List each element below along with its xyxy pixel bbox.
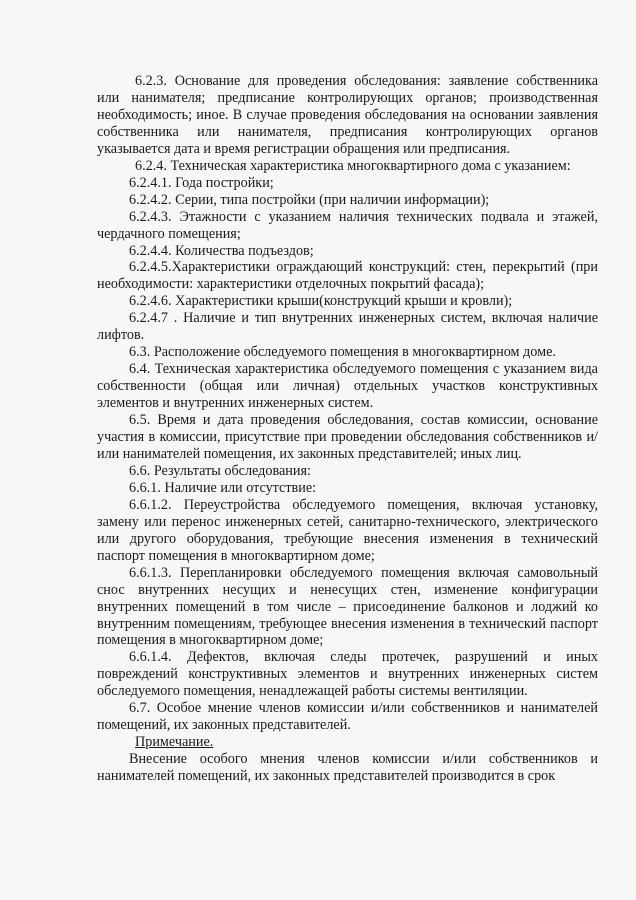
paragraph-6-6: 6.6. Результаты обследования: [129,462,311,479]
paragraph-6-2-4-4: 6.2.4.4. Количества подъездов; [129,242,314,259]
paragraph-6-3: 6.3. Расположение обследуемого помещения в многоквартирном доме. [129,344,556,361]
paragraph-6-2-4-7: 6.2.4.7 . Наличие и тип внутренних инженерных систем, включая наличие лифтов. [97,310,598,344]
paragraph-6-2-4-5: 6.2.4.5.Характеристики ограждающий конструкций: стен, перекрытий (при необходимости: характеристики отделочных покрытий фасада); [97,259,598,293]
paragraph-6-2-4-3: 6.2.4.3. Этажности с указанием наличия технических подвала и этажей, чердачного помещения; [97,208,598,242]
paragraph-6-2-3: 6.2.3. Основание для проведения обследования: заявление собственника или нанимателя; предписание контролирующих органов; производственная необходимость; иное. В случае проведения обследования на основании заявления собственника или нанимателя, предписания контролирующих органов указывается дата и время регистрации обращения или предписания. [97,73,598,157]
paragraph-6-2-4-2: 6.2.4.2. Серии, типа постройки (при наличии информации); [129,191,490,208]
paragraph-6-2-4-6: 6.2.4.6. Характеристики крыши(конструкций крыши и кровли); [129,293,513,310]
paragraph-6-4: 6.4. Техническая характеристика обследуемого помещения с указанием вида собственности (общая или личная) отдельных участков конструктивных элементов и внутренних инженерных систем. [97,361,598,412]
paragraph-6-6-1-4: 6.6.1.4. Дефектов, включая следы протечек, разрушений и иных повреждений конструктивных элементов и внутренних инженерных систем обследуемого помещения, ненадлежащей работы системы вентиляции. [97,649,598,700]
paragraph-6-5: 6.5. Время и дата проведения обследования, состав комиссии, основание участия в комиссии, присутствие при проведении обследования собственников и/или нанимателей помещения, их законных представителей; иных лиц. [97,412,598,462]
paragraph-6-6-1-2: 6.6.1.2. Переустройства обследуемого помещения, включая установку, замену или перенос инженерных сетей, санитарно-технического, электрического или другого оборудования, требующие внесения изменения в технический паспорт помещения в многоквартирном доме; [97,496,598,564]
paragraph-6-2-4: 6.2.4. Техническая характеристика многоквартирного дома с указанием: [135,157,571,174]
paragraph-6-2-4-1: 6.2.4.1. Года постройки; [129,174,274,191]
paragraph-6-6-1: 6.6.1. Наличие или отсутствие: [129,479,317,496]
paragraph-6-7: 6.7. Особое мнение членов комиссии и/или собственников и нанимателей помещений, их законных представителей. [97,700,598,734]
note-heading: Примечание. [135,734,214,751]
paragraph-6-6-1-3: 6.6.1.3. Перепланировки обследуемого помещения включая самовольный снос внутренних несущих и ненесущих стен, изменение конфигурации внутренних помещений в том числе – присоединение балконов и лоджий ко внутренним помещениям, требующее внесения изменения в технический паспорт помещения в многоквартирном доме; [97,564,598,649]
document-body [97,73,598,785]
paragraph-note-text: Внесение особого мнения членов комиссии и/или собственников и нанимателей помещений, их законных представителей производится в срок [97,751,598,785]
